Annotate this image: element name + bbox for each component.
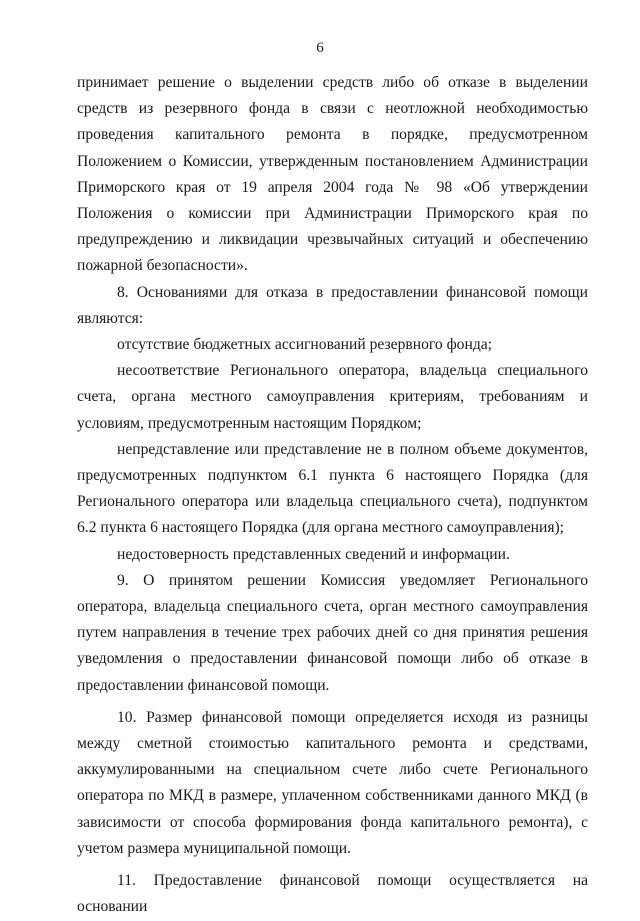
paragraph-item-11: 11. Предоставление финансовой помощи осуществляется на основании (77, 872, 588, 916)
paragraph-refusal-accuracy: недостоверность представленных сведений и информации. (117, 545, 510, 563)
document-body (77, 70, 588, 921)
page-number: 6 (316, 40, 324, 56)
paragraph-refusal-budget: отсутствие бюджетных ассигнований резервного фонда; (117, 336, 493, 354)
paragraph-refusal-criteria: несоответствие Регионального оператора, владельца специального счета, органа местного самоуправления критериям, требованиям и условиям, предусмотренным настоящим Порядком; (77, 362, 588, 432)
paragraph-item-8: 8. Основаниями для отказа в предоставлении финансовой помощи являются: (77, 283, 588, 327)
paragraph-item-10: 10. Размер финансовой помощи определяется исходя из разницы между сметной стоимостью капитального ремонта и средствами, аккумулированными на специальном счете либо счете Регионального оператора по МКД в размере, уплаченном собственниками данного МКД (в зависимости от способа формирования фонда капитального ремонта), с учетом размера муниципальной помощи. (77, 708, 588, 857)
paragraph-refusal-documents: непредставление или представление не в полном объеме документов, предусмотренных подпунктом 6.1 пункта 6 настоящего Порядка (для Регионального оператора или владельца специального счета), подпунктом 6.2 пункта 6 настоящего Порядка (для органа местного самоуправления); (77, 440, 588, 537)
paragraph-continuation: принимает решение о выделении средств либо об отказе в выделении средств из резервного фонда в связи с неотложной необходимостью проведения капитального ремонта в порядке, предусмотренном Положением о Комиссии, утвержденным постановлением Администрации Приморского края от 19 апреля 2004 года № 98 «Об утверждении Положения о комиссии при Администрации Приморского края по предупреждению и ликвидации чрезвычайных ситуаций и обеспечению пожарной безопасности». (77, 74, 588, 275)
paragraph-item-9: 9. О принятом решении Комиссия уведомляет Регионального оператора, владельца специального счета, орган местного самоуправления путем направления в течение трех рабочих дней со дня принятия решения уведомления о предоставлении финансовой помощи либо об отказе в предоставлении финансовой помощи. (77, 571, 588, 694)
